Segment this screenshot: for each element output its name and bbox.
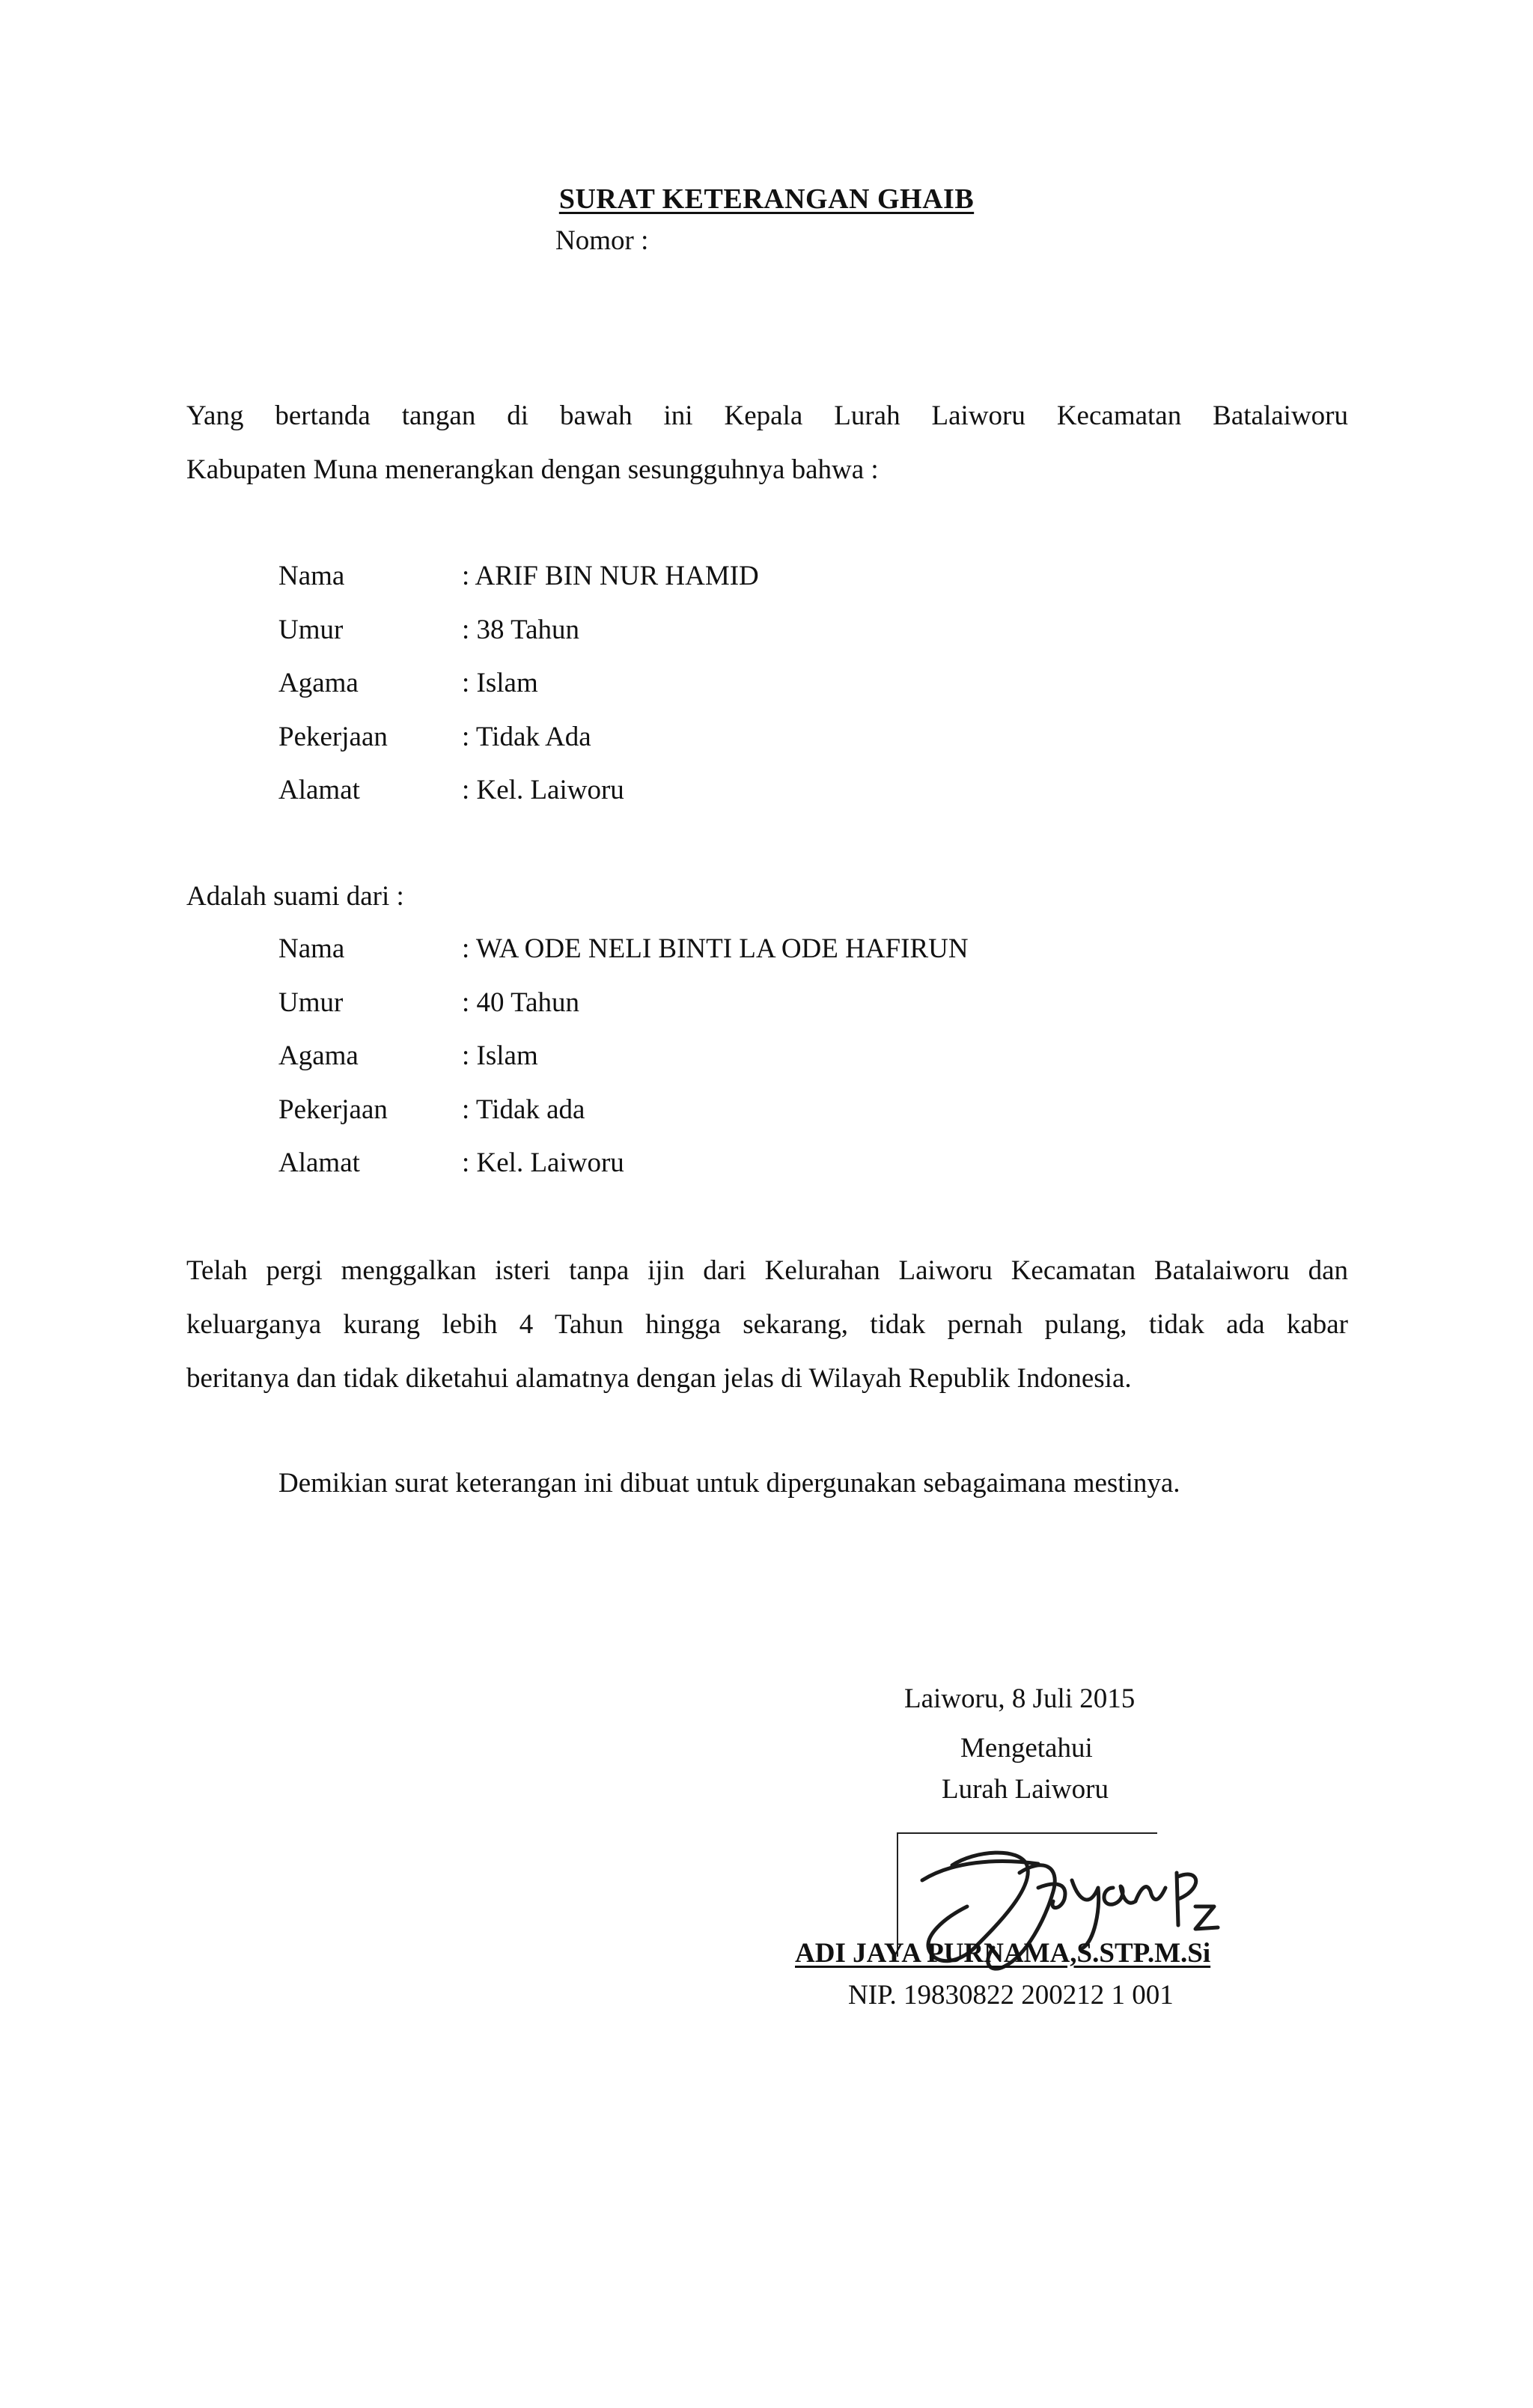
field-label: Pekerjaan: [278, 1094, 388, 1125]
field-value: : Islam: [462, 668, 538, 698]
field-row: [278, 1040, 969, 1094]
field-row: [278, 1147, 969, 1201]
field-value: : Tidak ada: [462, 1094, 585, 1125]
field-row: [278, 667, 759, 721]
field-row: [278, 774, 759, 828]
official-nip: NIP. 19830822 200212 1 001: [848, 1980, 1174, 2011]
field-row: [278, 721, 759, 775]
field-label: Agama: [278, 668, 359, 698]
field-label: Alamat: [278, 1147, 360, 1178]
field-label: Umur: [278, 614, 344, 645]
intro-line: Yang bertanda tangan di bawah ini Kepala Lurah Laiworu Kecamatan Batalaiworu: [186, 400, 1348, 431]
field-row: [278, 614, 759, 668]
acknowledged-label: Mengetahui: [960, 1733, 1093, 1764]
field-row: [278, 987, 969, 1040]
field-value: : ARIF BIN NUR HAMID: [462, 561, 759, 591]
body-line: keluarganya kurang lebih 4 Tahun hingga sekarang, tidak pernah pulang, tidak ada kabar: [186, 1309, 1348, 1340]
body-line: Telah pergi menggalkan isteri tanpa ijin dari Kelurahan Laiworu Kecamatan Batalaiworu dan: [186, 1255, 1348, 1286]
field-label: Pekerjaan: [278, 721, 388, 752]
person1-fields: [278, 560, 759, 828]
field-value: : Tidak Ada: [462, 721, 591, 752]
intro-line: Kabupaten Muna menerangkan dengan sesungguhnya bahwa :: [186, 454, 879, 485]
closing-statement: Demikian surat keterangan ini dibuat untuk dipergunakan sebagaimana mestinya.: [278, 1468, 1180, 1499]
field-row: [278, 560, 759, 614]
field-label: Nama: [278, 561, 345, 591]
letter-number: Nomor :: [555, 225, 649, 256]
official-position: Lurah Laiworu: [942, 1774, 1109, 1805]
letter-title: SURAT KETERANGAN GHAIB: [558, 183, 975, 215]
field-value: : Kel. Laiworu: [462, 1147, 624, 1178]
body-line: beritanya dan tidak diketahui alamatnya dengan jelas di Wilayah Republik Indonesia.: [186, 1363, 1132, 1394]
field-value: : Islam: [462, 1040, 538, 1071]
field-label: Umur: [278, 987, 344, 1018]
field-label: Nama: [278, 933, 345, 964]
field-value: : WA ODE NELI BINTI LA ODE HAFIRUN: [462, 933, 969, 964]
official-name: ADI JAYA PURNAMA,S.STP.M.Si: [795, 1938, 1211, 1969]
field-label: Alamat: [278, 775, 360, 805]
spouse-heading: Adalah suami dari :: [186, 881, 404, 912]
field-value: : 38 Tahun: [462, 614, 580, 645]
place-date: Laiworu, 8 Juli 2015: [904, 1683, 1136, 1714]
field-value: : Kel. Laiworu: [462, 775, 624, 805]
person2-fields: [278, 933, 969, 1201]
field-label: Agama: [278, 1040, 359, 1071]
field-row: [278, 933, 969, 987]
body-paragraph: [186, 1244, 1348, 1406]
field-row: [278, 1094, 969, 1147]
field-value: : 40 Tahun: [462, 987, 580, 1018]
intro-paragraph: [186, 389, 1348, 497]
